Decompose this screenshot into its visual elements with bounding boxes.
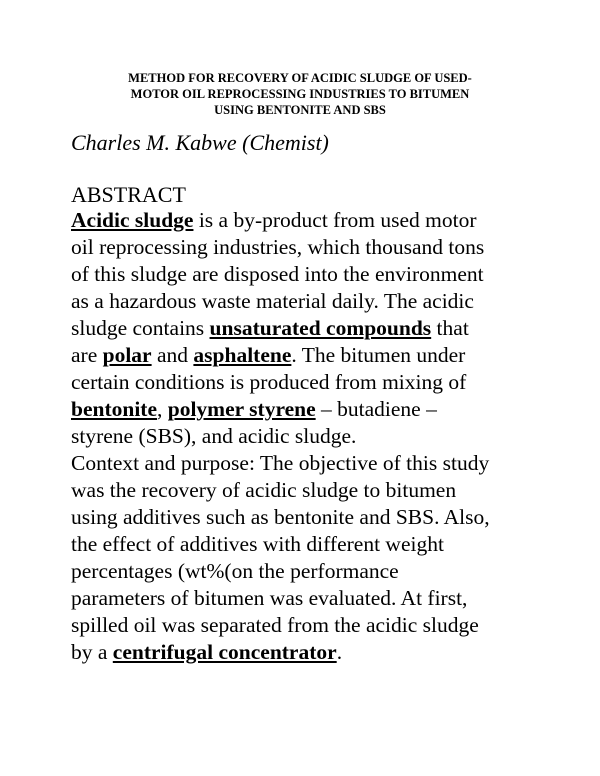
term-acidic-sludge[interactable]: Acidic sludge bbox=[71, 208, 194, 232]
text-line: using additives such as bentonite and SBS. Also, bbox=[71, 505, 490, 529]
text-run: are bbox=[71, 343, 103, 367]
text-line: certain conditions is produced from mixing of bbox=[71, 370, 467, 394]
text-line bbox=[71, 207, 551, 234]
title-line: USING BENTONITE AND SBS bbox=[214, 103, 386, 117]
text-run: . The bitumen under bbox=[291, 343, 466, 367]
text-line: spilled oil was separated from the acidic sludge bbox=[71, 613, 479, 637]
text-run: – butadiene – bbox=[315, 397, 437, 421]
text-run: and bbox=[151, 343, 194, 367]
text-line: the effect of additives with different weight bbox=[71, 532, 444, 556]
text-line: parameters of bitumen was evaluated. At first, bbox=[71, 586, 468, 610]
text-run: that bbox=[431, 316, 469, 340]
term-polymer-styrene[interactable]: polymer styrene bbox=[167, 397, 316, 421]
text-line: Context and purpose: The objective of this study bbox=[71, 451, 490, 475]
term-polar[interactable]: polar bbox=[102, 343, 152, 367]
text-run: , bbox=[157, 397, 168, 421]
term-unsaturated-compounds[interactable]: unsaturated compounds bbox=[209, 316, 432, 340]
text-line bbox=[71, 315, 551, 342]
text-run: . bbox=[336, 640, 343, 664]
title-line: METHOD FOR RECOVERY OF ACIDIC SLUDGE OF USED- bbox=[128, 71, 472, 85]
text-line: styrene (SBS), and acidic sludge. bbox=[71, 424, 357, 448]
term-bentonite[interactable]: bentonite bbox=[71, 397, 157, 421]
text-line bbox=[71, 396, 551, 423]
term-centrifugal-concentrator[interactable]: centrifugal concentrator bbox=[112, 640, 337, 664]
text-line bbox=[71, 342, 551, 369]
text-line: percentages (wt%(on the performance bbox=[71, 559, 399, 583]
author-name: Charles M. Kabwe (Chemist) bbox=[71, 130, 329, 155]
abstract-body bbox=[71, 207, 551, 666]
section-heading: ABSTRACT bbox=[71, 182, 186, 207]
title-line: MOTOR OIL REPROCESSING INDUSTRIES TO BITUMEN bbox=[130, 87, 470, 101]
text-line bbox=[71, 639, 551, 666]
text-run: is a by-product from used motor bbox=[193, 208, 477, 232]
text-run: by a bbox=[71, 640, 113, 664]
text-run: sludge contains bbox=[71, 316, 210, 340]
term-asphaltene[interactable]: asphaltene bbox=[193, 343, 292, 367]
document-title bbox=[70, 70, 530, 118]
text-line: oil reprocessing industries, which thousand tons bbox=[71, 235, 485, 259]
text-line: as a hazardous waste material daily. The acidic bbox=[71, 289, 474, 313]
text-line: of this sludge are disposed into the environment bbox=[71, 262, 484, 286]
text-line: was the recovery of acidic sludge to bitumen bbox=[71, 478, 457, 502]
